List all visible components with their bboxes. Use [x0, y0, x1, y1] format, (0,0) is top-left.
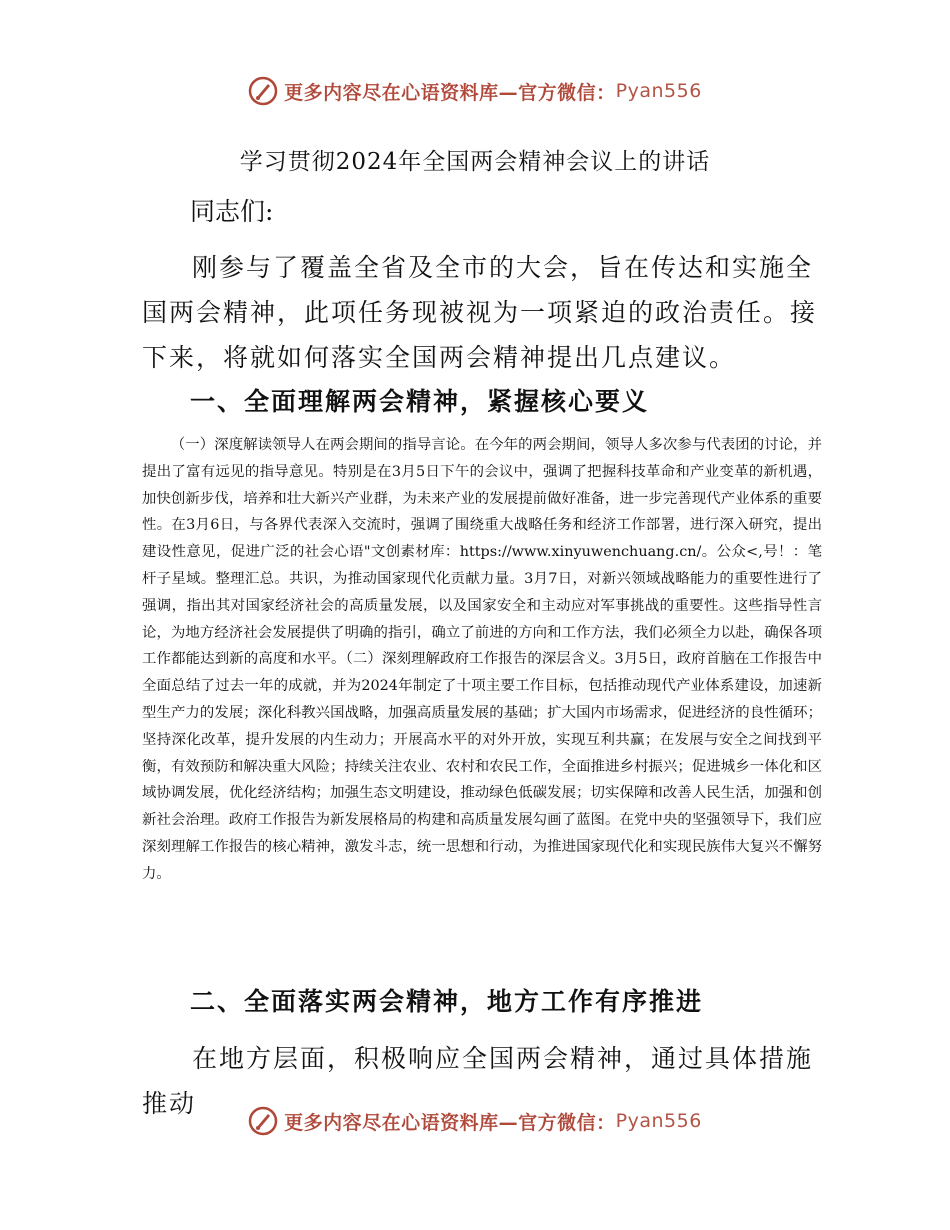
watermark-text: 更多内容尽在心语资料库—官方微信： — [284, 1111, 616, 1134]
section-1-body: （一）深度解读领导人在两会期间的指导言论。在今年的两会期间，领导人多次参与代表团的讨论，并提出了富有远见的指导意见。特别是在3月5日下午的会议中，强调了把握科技革命和产业变革的新机遇，加快创新步伐，培养和壮大新兴产业群，为未来产业的发展提前做好准备，进一步完善现代产业体系的重要性。在3月6日，与各界代表深入交流时，强调了围绕重大战略任务和经济工作部署，进行深入研究，提出建设性意见，促进广泛的社会心语"文创素材库：https://www.xinyuwenchuang.cn/。公众<,号！：笔杆子星域。整理汇总。共识，为推动国家现代化贡献力量。3月7日，对新兴领域战略能力的重要性进行了强调，指出其对国家经济社会的高质量发展，以及国家安全和主动应对军事挑战的重要性。这些指导性言论，为地方经济社会发展提供了明确的指引，确立了前进的方向和工作方法，我们必须全力以赴，确保各项工作都能达到新的高度和水平。（二）深刻理解政府工作报告的深层含义。3月5日，政府首脑在工作报告中全面总结了过去一年的成就，并为2024年制定了十项主要工作目标，包括推动现代产业体系建设，加速新型生产力的发展；深化科教兴国战略，加强高质量发展的基础；扩大国内市场需求，促进经济的良性循环；坚持深化改革，提升发展的内生动力；开展高水平的对外开放，实现互利共赢；在发展与安全之间找到平衡，有效预防和解决重大风险；持续关注农业、农村和农民工作，全面推进乡村振兴；促进城乡一体化和区域协调发展，优化经济结构；加强生态文明建设，推动绿色低碳发展；切实保障和改善人民生活，加强和创新社会治理。政府工作报告为新发展格局的构建和高质量发展勾画了蓝图。在党中央的坚强领导下，我们应深刻理解工作报告的核心精神，激发斗志，统一思想和行动，为推进国家现代化和实现民族伟大复兴不懈努力。 — [142, 437, 822, 882]
section-2-paragraph: 在地方层面，积极响应全国两会精神，通过具体措施推动 — [142, 1044, 814, 1118]
salutation: 同志们: — [190, 197, 274, 226]
watermark-handle: Pyan556 — [615, 1110, 702, 1132]
seal-icon — [248, 1106, 278, 1136]
watermark-footer — [0, 1101, 950, 1141]
watermark-header — [0, 71, 950, 111]
section-2-heading: 二、全面落实两会精神，地方工作有序推进 — [190, 987, 704, 1016]
watermark-handle: Pyan556 — [615, 80, 702, 102]
seal-icon — [248, 76, 278, 106]
section-1-heading: 一、全面理解两会精神，紧握核心要义 — [190, 387, 650, 416]
watermark-text: 更多内容尽在心语资料库—官方微信： — [284, 81, 616, 104]
intro-paragraph: 刚参与了覆盖全省及全市的大会，旨在传达和实施全国两会精神，此项任务现被视为一项紧迫的政治责任。接下来，将就如何落实全国两会精神提出几点建议。 — [142, 253, 818, 372]
document-title: 学习贯彻2024年全国两会精神会议上的讲话 — [239, 149, 711, 175]
